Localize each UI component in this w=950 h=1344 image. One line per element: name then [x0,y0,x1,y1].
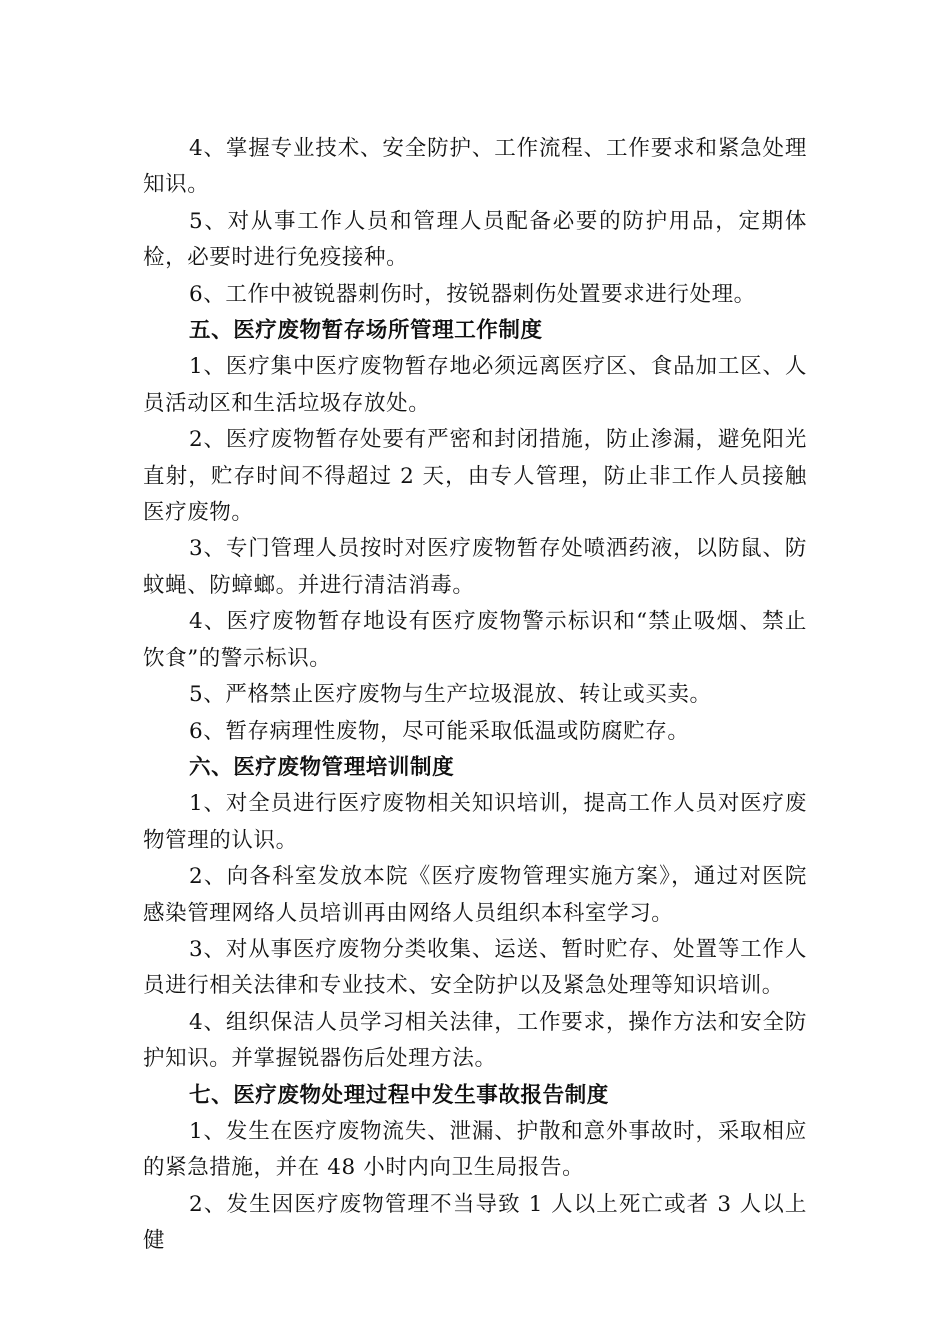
paragraph: 4、掌握专业技术、安全防护、工作流程、工作要求和紧急处理知识。 [143,136,807,198]
paragraph: 5、对从事工作人员和管理人员配备必要的防护用品，定期体检，必要时进行免疫接种。 [143,208,807,271]
paragraph: 4、组织保洁人员学习相关法律，工作要求，操作方法和安全防护知识。并掌握锐器伤后处理方法。 [143,1009,807,1072]
paragraph: 1、对全员进行医疗废物相关知识培训，提高工作人员对医疗废物管理的认识。 [143,791,807,853]
paragraph: 2、医疗废物暂存处要有严密和封闭措施，防止渗漏，避免阳光直射，贮存时间不得超过 2 天，由专人管理，防止非工作人员接触医疗废物。 [143,427,807,526]
paragraph: 6、暂存病理性废物，尽可能采取低温或防腐贮存。 [189,718,690,744]
section-heading: 七、医疗废物处理过程中发生事故报告制度 [189,1082,609,1108]
paragraph: 2、向各科室发放本院《医疗废物管理实施方案》，通过对医院感染管理网络人员培训再由网络人员组织本科室学习。 [143,864,807,926]
section-heading: 五、医疗废物暂存场所管理工作制度 [189,318,543,344]
section-heading: 六、医疗废物管理培训制度 [189,754,455,780]
paragraph: 1、医疗集中医疗废物暂存地必须远离医疗区、食品加工区、人员活动区和生活垃圾存放处。 [143,354,807,416]
document-page [143,131,807,1260]
paragraph: 2、发生因医疗废物管理不当导致 1 人以上死亡或者 3 人以上健 [143,1191,807,1254]
paragraph: 3、专门管理人员按时对医疗废物暂存处喷洒药液，以防鼠、防蚊蝇、防蟑螂。并进行清洁消毒。 [143,536,807,598]
paragraph: 5、严格禁止医疗废物与生产垃圾混放、转让或买卖。 [189,682,712,708]
paragraph: 1、发生在医疗废物流失、泄漏、护散和意外事故时，采取相应的紧急措施，并在 48 小时内向卫生局报告。 [143,1118,807,1181]
paragraph: 4、医疗废物暂存地设有医疗废物警示标识和“禁止吸烟、禁止饮食”的警示标识。 [143,609,807,671]
paragraph: 3、对从事医疗废物分类收集、运送、暂时贮存、处置等工作人员进行相关法律和专业技术、安全防护以及紧急处理等知识培训。 [143,936,807,999]
paragraph: 6、工作中被锐器刺伤时，按锐器刺伤处置要求进行处理。 [189,281,756,307]
